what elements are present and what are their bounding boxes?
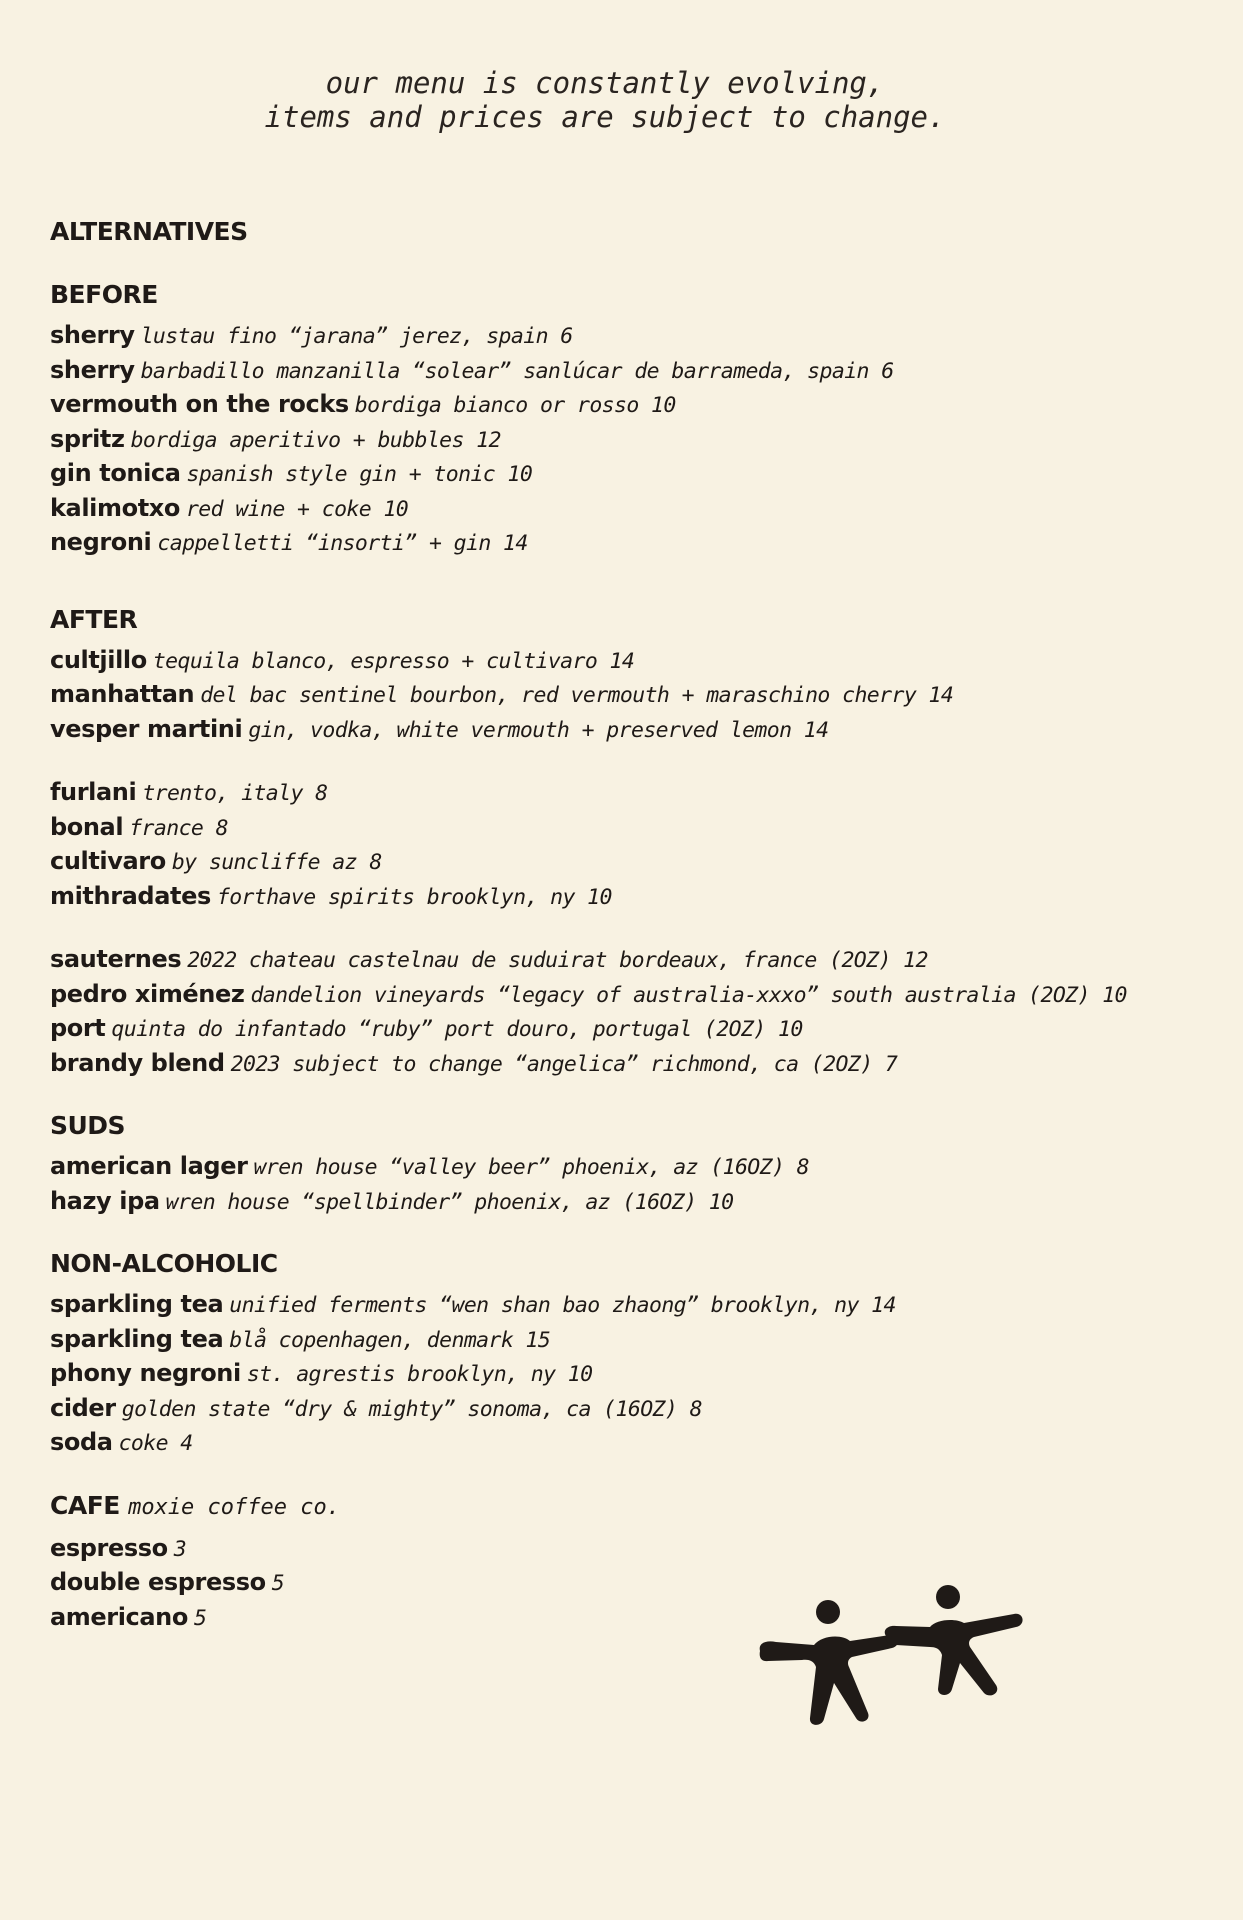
menu-item <box>50 422 1210 457</box>
menu-item <box>50 456 1210 491</box>
menu-item-name: mithradates <box>50 881 211 910</box>
menu-item-description: barbadillo manzanilla “solear” sanlúcar de barrameda, spain 6 <box>140 358 894 384</box>
menu-item-description: quinta do infantado “ruby” port douro, portugal (2OZ) 10 <box>111 1017 803 1042</box>
menu-item <box>50 677 1210 712</box>
dessert-wine-section <box>50 942 1210 1080</box>
notice-line-2: items and prices are subject to change. <box>264 100 946 134</box>
menu-item-name: vermouth on the rocks <box>50 390 349 418</box>
menu-item-description: france 8 <box>129 815 228 841</box>
menu-item <box>50 1287 1210 1322</box>
menu-item-name: port <box>50 1014 106 1042</box>
menu-item <box>50 491 1210 526</box>
menu-item-name: sparkling tea <box>50 1290 224 1318</box>
cafe-title <box>50 1489 1210 1525</box>
menu-item-description: bordiga aperitivo + bubbles 12 <box>130 427 501 453</box>
menu-item-name: phony negroni <box>50 1359 241 1387</box>
menu-item-name: hazy ipa <box>50 1186 160 1215</box>
menu-item-name: manhattan <box>50 680 195 708</box>
menu-item-description: cappelletti “insorti” + gin 14 <box>157 531 528 556</box>
menu-item <box>50 1600 1210 1635</box>
menu-item-description: st. agrestis brooklyn, ny 10 <box>246 1362 593 1387</box>
cafe-list <box>50 1531 1210 1635</box>
menu-item-name: cultjillo <box>50 645 147 674</box>
menu-item-description: by suncliffe az 8 <box>171 850 382 875</box>
menu-item <box>50 1565 1210 1600</box>
menu-item-description: gin, vodka, white vermouth + preserved lemon 14 <box>248 717 829 743</box>
menu-item-name: bonal <box>50 812 124 841</box>
menu-item-description: del bac sentinel bourbon, red vermouth + maraschino cherry 14 <box>200 683 954 708</box>
menu-item-name: negroni <box>50 528 152 556</box>
menu-item-name: kalimotxo <box>50 493 180 522</box>
menu-item-description: wren house “valley beer” phoenix, az (16OZ) 8 <box>253 1155 810 1180</box>
menu-item <box>50 643 1210 678</box>
menu-item <box>50 810 1210 845</box>
menu-item-description: unified ferments “wen shan bao zhaong” brooklyn, ny 14 <box>229 1293 896 1318</box>
menu-item <box>50 318 1210 353</box>
suds-section <box>50 1109 1210 1218</box>
menu-item-description: 5 <box>271 1571 285 1596</box>
menu-item <box>50 1184 1210 1219</box>
menu-item-name: sauternes <box>50 945 182 973</box>
non-alcoholic-title: NON-ALCOHOLIC <box>50 1249 278 1278</box>
menu-item-description: lustau fino “jarana” jerez, spain 6 <box>140 324 573 349</box>
menu-item-name: americano <box>50 1602 188 1631</box>
before-list <box>50 318 1210 560</box>
menu-item-description: dandelion vineyards “legacy of australia-xxxo” south australia (2OZ) 10 <box>250 982 1127 1008</box>
menu-item-description: forthave spirits brooklyn, ny 10 <box>216 884 612 910</box>
menu-item-name: pedro ximénez <box>50 979 245 1008</box>
menu-item-name: cider <box>50 1393 116 1422</box>
menu-item <box>50 525 1210 560</box>
menu-item-name: soda <box>50 1428 113 1456</box>
non-alcoholic-section <box>50 1247 1210 1460</box>
menu-item-description: spanish style gin + tonic 10 <box>186 462 533 487</box>
suds-title: SUDS <box>50 1111 126 1140</box>
menu-item-name: sherry <box>50 321 135 349</box>
menu-item-description: 2023 subject to change “angelica” richmond, ca (2OZ) 7 <box>230 1051 898 1077</box>
menu-item-name: gin tonica <box>50 459 181 487</box>
menu-item <box>50 353 1210 388</box>
alternatives-section <box>50 215 1210 249</box>
menu-item-name: brandy blend <box>50 1048 225 1077</box>
menu-item <box>50 977 1210 1012</box>
two-dancing-figures-icon <box>752 1585 1032 1735</box>
menu-item-description: trento, italy 8 <box>142 781 328 806</box>
menu-content <box>50 215 1210 1634</box>
amari-section <box>50 775 1210 913</box>
after-section <box>50 603 1210 747</box>
menu-item <box>50 1011 1210 1046</box>
menu-item-description: coke 4 <box>118 1431 193 1456</box>
dessert-wine-list <box>50 942 1210 1080</box>
alternatives-title: ALTERNATIVES <box>50 217 248 246</box>
menu-item <box>50 1531 1210 1566</box>
menu-item <box>50 879 1210 914</box>
menu-item <box>50 1391 1210 1426</box>
menu-item-description: bordiga bianco or rosso 10 <box>354 393 676 418</box>
menu-item-description: 5 <box>193 1605 207 1631</box>
before-title: BEFORE <box>50 280 158 309</box>
menu-item <box>50 1149 1210 1184</box>
menu-item <box>50 775 1210 810</box>
after-title: AFTER <box>50 604 138 634</box>
menu-item-name: spritz <box>50 424 125 453</box>
menu-item-name: espresso <box>50 1533 168 1562</box>
menu-item-name: american lager <box>50 1152 248 1180</box>
menu-item-description: golden state “dry & mighty” sonoma, ca (16OZ) 8 <box>121 1396 702 1422</box>
menu-item-description: 3 <box>173 1536 187 1562</box>
menu-item <box>50 712 1210 747</box>
menu-item <box>50 1425 1210 1460</box>
before-section <box>50 278 1210 560</box>
menu-item <box>50 1046 1210 1081</box>
notice-line-1: our menu is constantly evolving, <box>325 66 885 100</box>
menu-item-description: red wine + coke 10 <box>185 496 409 522</box>
menu-item-description: blå copenhagen, denmark 15 <box>229 1327 551 1353</box>
menu-item-name: vesper martini <box>50 714 243 743</box>
menu-item <box>50 387 1210 422</box>
menu-item-description: wren house “spellbinder” phoenix, az (16OZ) 10 <box>165 1189 734 1215</box>
menu-item <box>50 844 1210 879</box>
menu-item-name: cultivaro <box>50 847 166 875</box>
menu-item <box>50 942 1210 977</box>
menu-notice <box>0 66 1210 134</box>
cafe-title-text: CAFE <box>50 1490 120 1520</box>
amari-list <box>50 775 1210 913</box>
menu-item <box>50 1322 1210 1357</box>
menu-item-description: 2022 chateau castelnau de suduirat bordeaux, france (2OZ) 12 <box>187 948 928 973</box>
cafe-subtitle: moxie coffee co. <box>128 1494 340 1520</box>
menu-item-name: sherry <box>50 355 135 384</box>
menu-item-description: tequila blanco, espresso + cultivaro 14 <box>152 648 635 674</box>
menu-item-name: double espresso <box>50 1568 266 1596</box>
suds-list <box>50 1149 1210 1218</box>
menu-item-name: furlani <box>50 778 137 806</box>
menu-item-name: sparkling tea <box>50 1324 224 1353</box>
cafe-section <box>50 1489 1210 1635</box>
non-alcoholic-list <box>50 1287 1210 1460</box>
menu-item <box>50 1356 1210 1391</box>
after-list <box>50 643 1210 747</box>
